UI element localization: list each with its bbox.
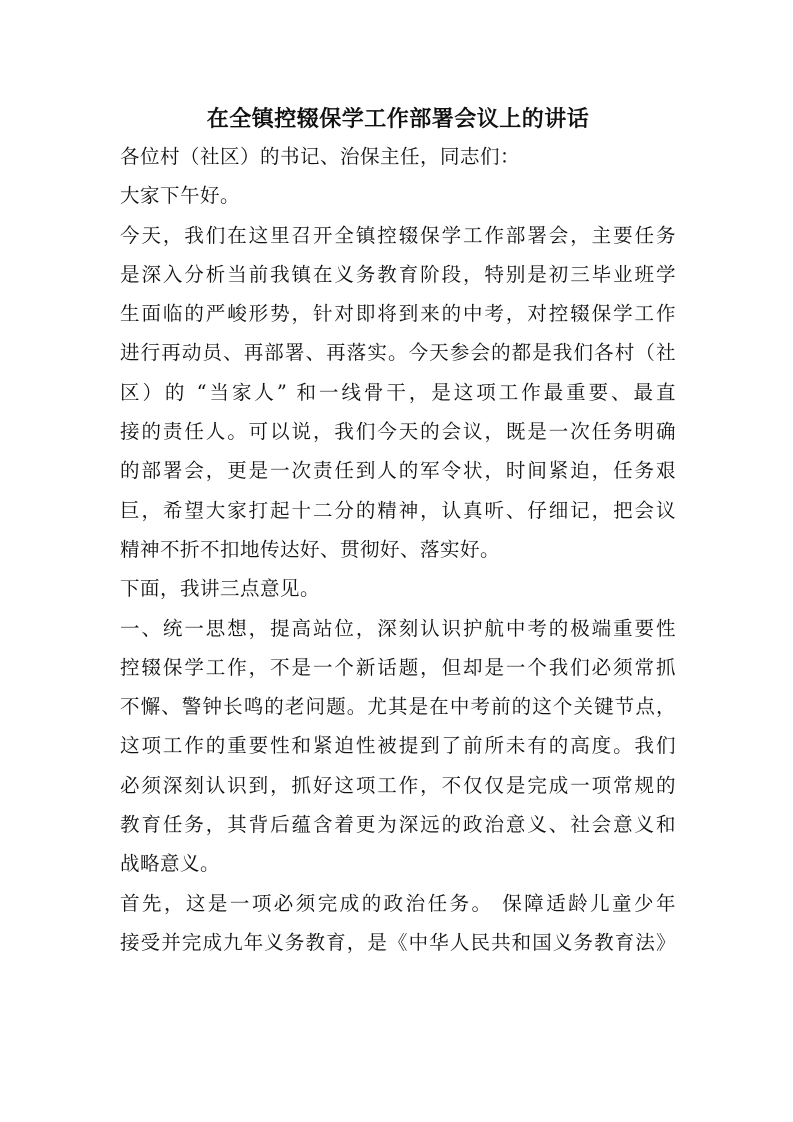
document-body <box>120 101 676 962</box>
paragraph-line: 的部署会，更是一次责任到人的军令状，时间紧迫，任务艰 <box>120 459 676 483</box>
paragraph-line: 接受并完成九年义务教育，是《中华人民共和国义务教育法》 <box>120 930 676 954</box>
paragraph-line: 这项工作的重要性和紧迫性被提到了前所未有的高度。我们 <box>120 734 676 758</box>
paragraph-line: 教育任务，其背后蕴含着更为深远的政治意义、社会意义和 <box>120 813 676 837</box>
paragraph-line: 生面临的严峻形势，针对即将到来的中考，对控辍保学工作 <box>120 302 676 326</box>
paragraph-line: 战略意义。 <box>120 852 221 876</box>
paragraph-line: 进行再动员、再部署、再落实。今天参会的都是我们各村（社 <box>120 341 676 365</box>
salutation-line: 各位村（社区）的书记、治保主任，同志们： <box>120 145 521 168</box>
paragraph-line: 区）的 “当家人” 和一线骨干，是这项工作最重要、最直 <box>120 380 676 404</box>
paragraph-line: 首先，这是一项必须完成的政治任务。 保障适龄儿童少年 <box>120 891 676 915</box>
paragraph-line: 精神不折不扣地传达好、贯彻好、落实好。 <box>120 537 501 561</box>
paragraph-line: 必须深刻认识到，抓好这项工作，不仅仅是完成一项常规的 <box>120 773 676 797</box>
paragraph-line: 是深入分析当前我镇在义务教育阶段，特别是初三毕业班学 <box>120 262 676 286</box>
paragraph-line: 下面，我讲三点意见。 <box>120 577 321 601</box>
paragraph-line: 接的责任人。可以说，我们今天的会议，既是一次任务明确 <box>120 420 676 444</box>
paragraph-line: 不懈、警钟长鸣的老问题。尤其是在中考前的这个关键节点， <box>120 695 676 719</box>
paragraph-line: 控辍保学工作，不是一个新话题，但却是一个我们必须常抓 <box>120 655 676 679</box>
paragraph-line: 巨，希望大家打起十二分的精神，认真听、仔细记，把会议 <box>120 498 676 522</box>
document-title: 在全镇控辍保学工作部署会议上的讲话 <box>206 106 590 132</box>
section-heading: 一、统一思想，提高站位，深刻认识护航中考的极端重要性 <box>120 616 676 640</box>
paragraph-line: 今天，我们在这里召开全镇控辍保学工作部署会，主要任务 <box>120 223 676 247</box>
greeting-line: 大家下午好。 <box>120 184 241 208</box>
